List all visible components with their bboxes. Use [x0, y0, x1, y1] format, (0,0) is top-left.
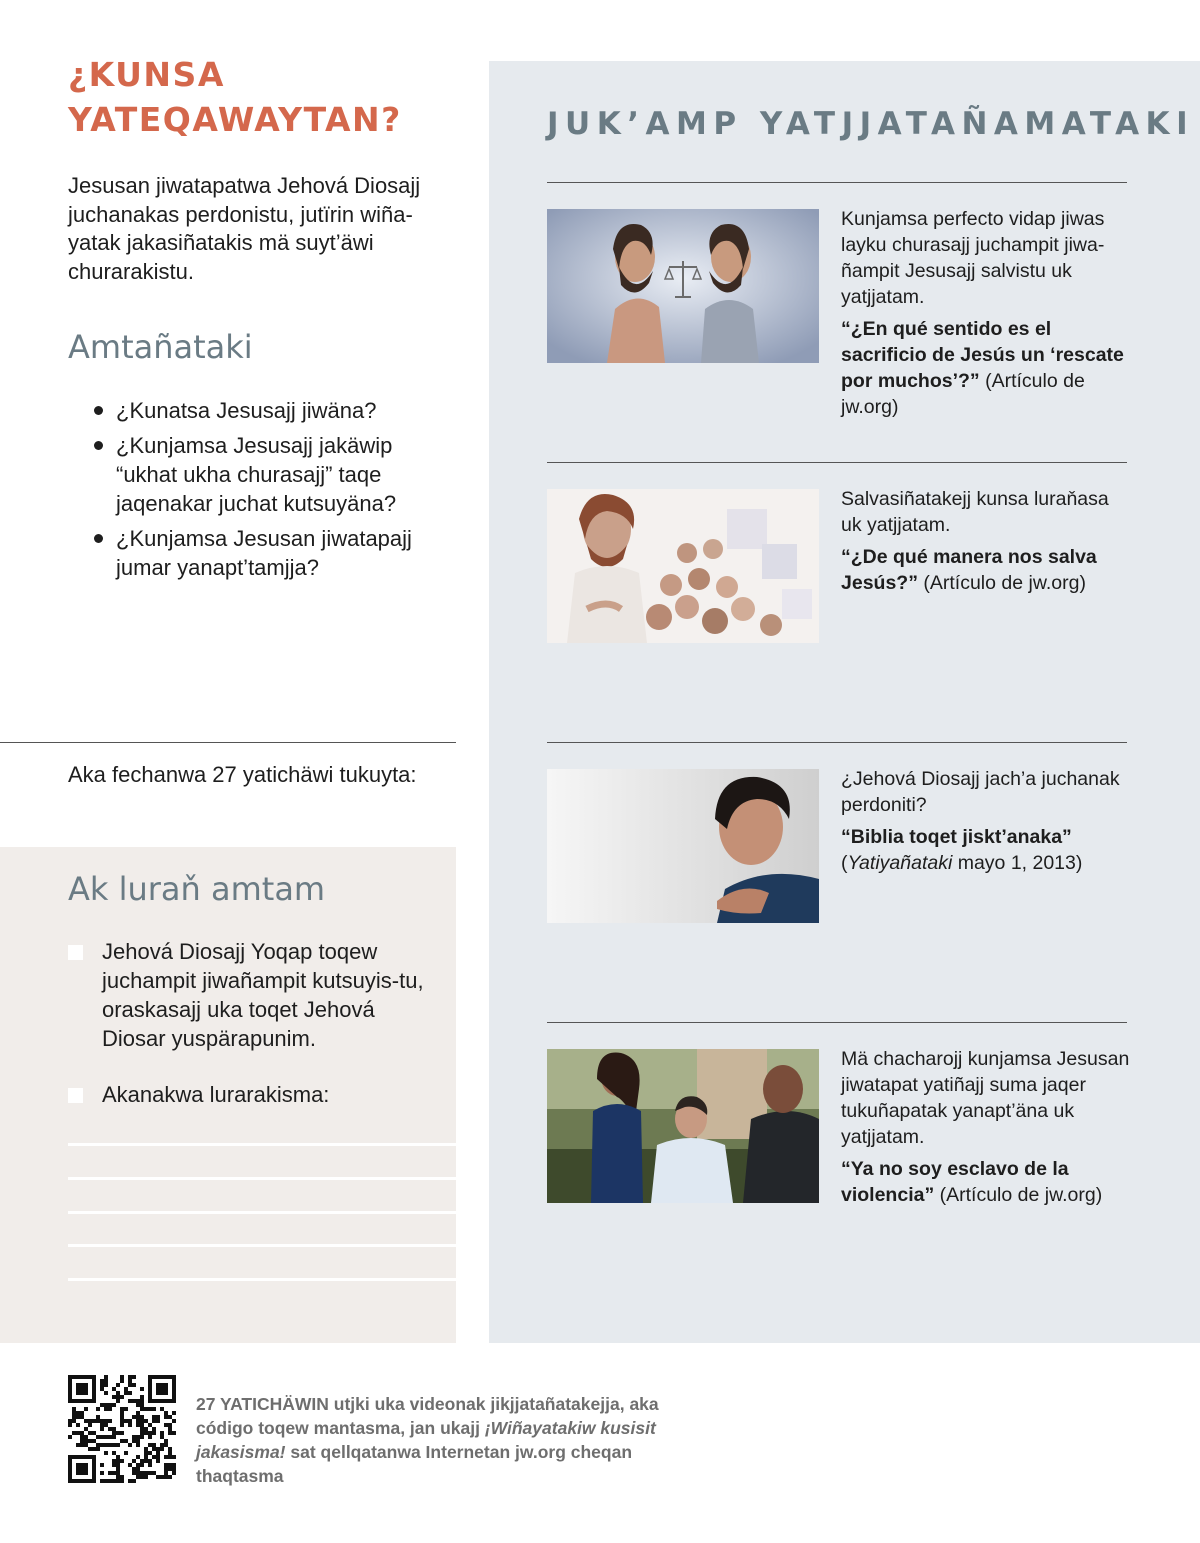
study-item-description: ¿Jehová Diosajj jach’a juchanak perdoniti? [841, 768, 1120, 816]
question-item: ¿Kunjamsa Jesusajj jakäwip “ukhat ukha churasajj” taqe jaqenakar juchat kutsuyäna? [92, 431, 452, 518]
footer-text-1: 27 YATICHÄWIN utjki uka videonak jikjjatañatakejja, aka código toqew mantasma, jan ukajj [196, 1394, 659, 1438]
jesus-with-crowd-image [547, 489, 819, 643]
article-title-link[interactable]: “¿De qué manera nos salva Jesús?” [841, 546, 1097, 594]
action-box-heading: Ak luraň amtam [68, 870, 326, 908]
write-line [68, 1143, 456, 1146]
write-line [68, 1177, 456, 1180]
intro-text: Jesusan jiwatapatwa Jehová Diosajj juchanakas perdonistu, jutïrin wiña-yatak jakasiñatakis mä suyt’äwi churarakistu. [68, 173, 421, 284]
article-source: (Artículo de jw.org) [841, 370, 1085, 418]
man-praying-image [547, 769, 819, 923]
study-item [841, 766, 1131, 876]
write-line [68, 1244, 456, 1247]
magazine-name: Yatiyañataki [847, 852, 953, 874]
ref-open-paren: ( [841, 852, 848, 874]
checkbox[interactable] [68, 1088, 83, 1103]
divider [0, 742, 456, 743]
divider [547, 462, 1127, 463]
article-source: mayo 1, 2013) [952, 852, 1083, 874]
study-item-description: Mä chacharojj kunjamsa Jesusan jiwatapat yatiñajj suma jaqer tukuñapatak yanapt’äna uk yatjjatam. [841, 1048, 1130, 1148]
study-item-description: Salvasiñatakejj kunsa luraňasa uk yatjjatam. [841, 488, 1109, 536]
checklist-item-text: Akanakwa lurarakisma: [102, 1082, 330, 1107]
article-title-link[interactable]: “¿En qué sentido es el sacrificio de Jesús un ‘rescate por muchos’?” [841, 318, 1124, 392]
write-line [68, 1278, 456, 1281]
footer-text-2: sat qellqatanwa Internetan jw.org cheqan thaqtasma [196, 1442, 633, 1486]
qr-code-icon[interactable] [68, 1375, 176, 1483]
study-item [841, 486, 1131, 596]
study-item-reference[interactable] [841, 316, 1131, 420]
article-title-link[interactable]: “Ya no soy esclavo de la violencia” [841, 1158, 1069, 1206]
write-line [68, 1211, 456, 1214]
checklist-item-text: Jehová Diosajj Yoqap toqew juchampit jiwañampit kutsuyis-tu, oraskasajj uka toqet Jehová Diosar yuspärapunim. [102, 939, 424, 1051]
further-study-title: JUK’AMP YATJJATAÑAMATAKI [547, 106, 1195, 142]
checkbox[interactable] [68, 945, 83, 960]
man-talking-with-family-image [547, 1049, 819, 1203]
divider [547, 182, 1127, 183]
study-item-reference[interactable] [841, 1156, 1131, 1208]
jesus-two-men-scales-image [547, 209, 819, 363]
article-title-link[interactable]: “Biblia toqet jiskt’anaka” [841, 826, 1072, 848]
article-source: (Artículo de jw.org) [934, 1184, 1103, 1206]
questions-list [92, 396, 452, 588]
study-item [841, 1046, 1131, 1208]
study-item-description: Kunjamsa perfecto vidap jiwas layku churasajj juchampit jiwa-ñampit Jesusajj salvistu uk yatjjatam. [841, 208, 1105, 308]
footer-note [196, 1392, 666, 1488]
divider [547, 742, 1127, 743]
checklist-item [68, 1080, 432, 1109]
question-item: ¿Kunjamsa Jesusan jiwatapajj jumar yanapt’tamjja? [92, 524, 452, 582]
question-item: ¿Kunatsa Jesusajj jiwäna? [92, 396, 452, 425]
study-item-reference[interactable] [841, 544, 1131, 596]
questions-heading: Amtañataki [68, 328, 253, 366]
article-source: (Artículo de jw.org) [917, 572, 1086, 594]
book-title: ¡Wiñayatakiw kusisit jakasisma! [196, 1418, 656, 1462]
divider [547, 1022, 1127, 1023]
study-item-reference[interactable] [841, 824, 1131, 876]
page-title: ¿KUNSA YATEQAWAYTAN? [68, 55, 402, 139]
completion-date-line: Aka fechanwa 27 yatichäwi tukuyta: [68, 762, 417, 787]
study-item [841, 206, 1131, 420]
checklist-item [68, 937, 432, 1053]
